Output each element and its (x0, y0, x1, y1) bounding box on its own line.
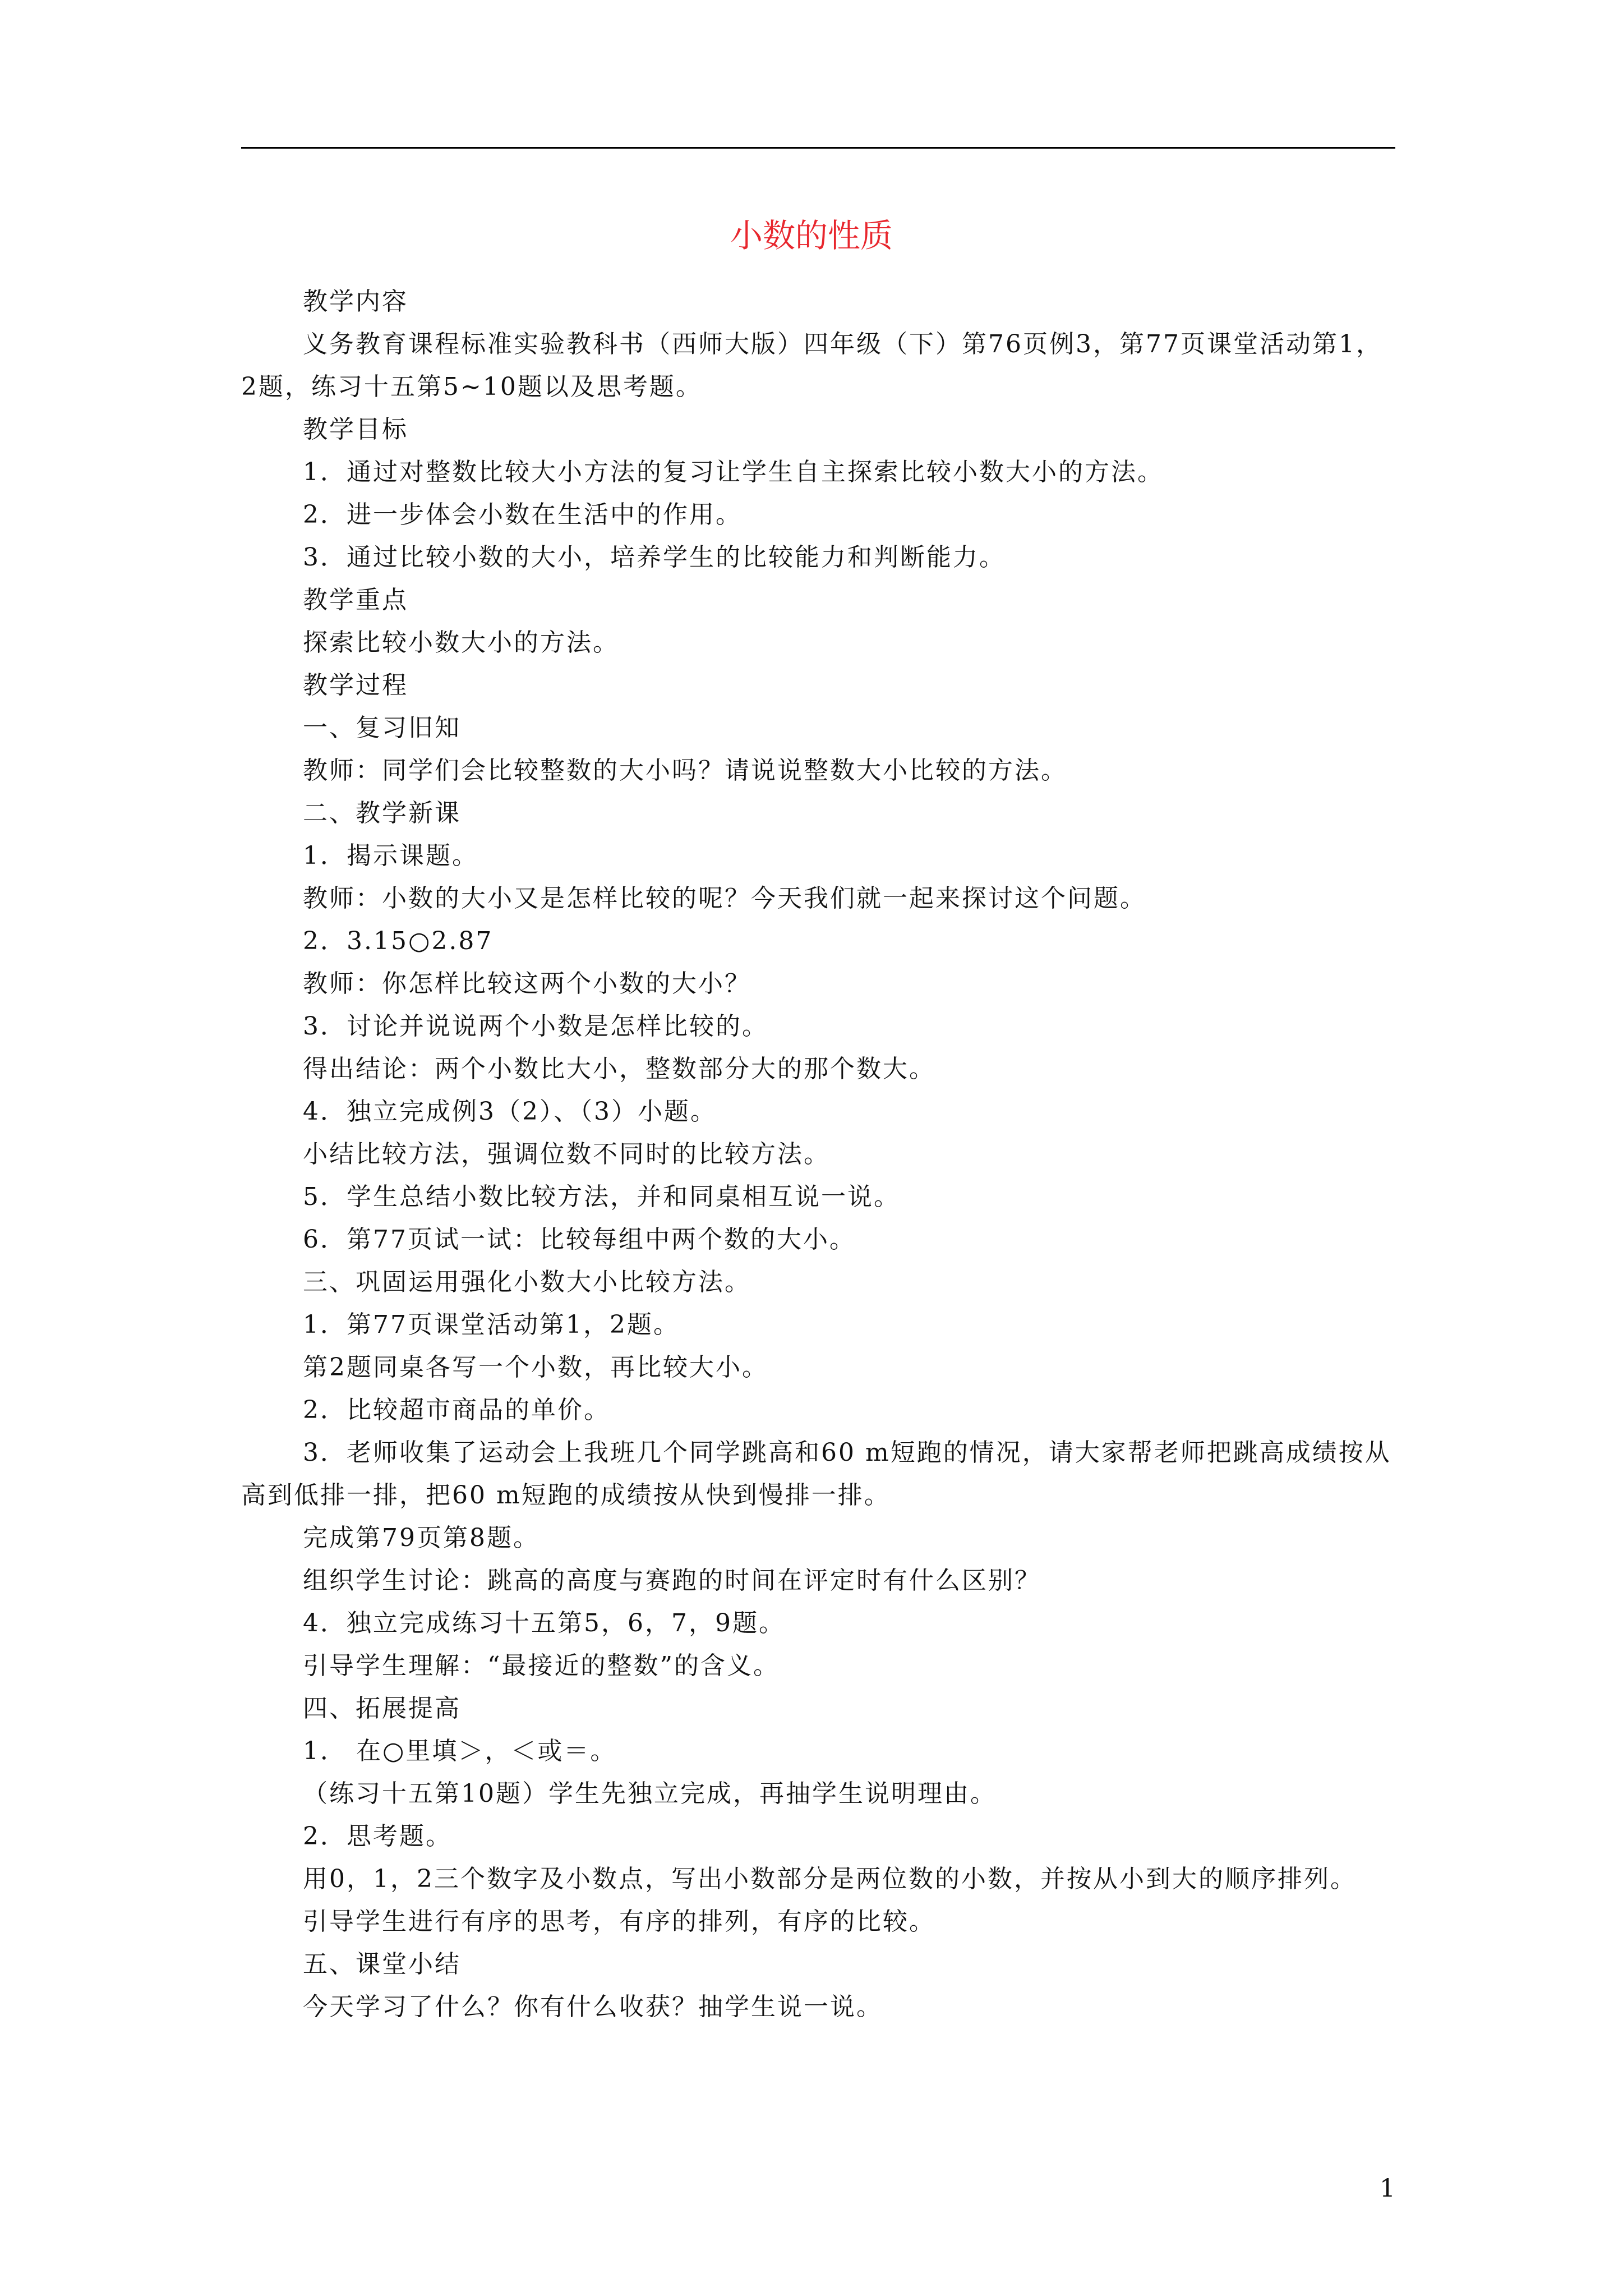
paragraph: 四、拓展提高 (303, 1694, 461, 1723)
page-title: 小数的性质 (730, 217, 893, 255)
paragraph: 五、课堂小结 (303, 1950, 461, 1978)
paragraph: 今天学习了什么？你有什么收获？抽学生说一说。 (303, 1993, 883, 2021)
paragraph: 完成第79页第8题。 (303, 1524, 540, 1552)
paragraph: 探索比较小数大小的方法。 (303, 628, 619, 657)
paragraph: 第2题同桌各写一个小数，再比较大小。 (303, 1353, 768, 1382)
paragraph: 得出结论：两个小数比大小，整数部分大的那个数大。 (303, 1055, 935, 1083)
paragraph: 教学内容 (303, 287, 408, 316)
paragraph: 教师：你怎样比较这两个小数的大小？ (303, 969, 751, 998)
paragraph: 3．老师收集了运动会上我班几个同学跳高和60 m短跑的情况，请大家帮老师把跳高成绩按从高到低排一排，把60 m短跑的成绩按从快到慢排一排。 (241, 1438, 1391, 1510)
paragraph: 1． 在○里填＞，＜或＝。 (303, 1737, 617, 1765)
paragraph: 三、巩固运用强化小数大小比较方法。 (303, 1268, 751, 1296)
paragraph: 小结比较方法，强调位数不同时的比较方法。 (303, 1140, 830, 1168)
paragraph: 教师：同学们会比较整数的大小吗？请说说整数大小比较的方法。 (303, 756, 1067, 785)
paragraph: 2．思考题。 (303, 1822, 452, 1851)
paragraph: 引导学生理解：“最接近的整数”的含义。 (303, 1651, 780, 1680)
paragraph: 教学过程 (303, 671, 408, 700)
paragraph: 2．3.15○2.87 (303, 927, 494, 955)
paragraph: 5．学生总结小数比较方法，并和同桌相互说一说。 (303, 1182, 900, 1211)
paragraph: 3．通过比较小数的大小，培养学生的比较能力和判断能力。 (303, 543, 1006, 572)
paragraph: 2．进一步体会小数在生活中的作用。 (303, 500, 742, 529)
paragraph: 4．独立完成练习十五第5，6，7，9题。 (303, 1609, 785, 1637)
paragraph: 义务教育课程标准实验教科书（西师大版）四年级（下）第76页例3，第77页课堂活动第1，2题，练习十五第5~10题以及思考题。 (241, 330, 1382, 401)
paragraph: 1．揭示课题。 (303, 841, 478, 870)
header-rule (241, 147, 1395, 149)
paragraph: 3．讨论并说说两个小数是怎样比较的。 (303, 1012, 768, 1041)
paragraph: （练习十五第10题）学生先独立完成，再抽学生说明理由。 (303, 1779, 997, 1808)
paragraph: 1．通过对整数比较大小方法的复习让学生自主探索比较小数大小的方法。 (303, 458, 1164, 486)
paragraph: 1．第77页课堂活动第1，2题。 (303, 1310, 680, 1339)
paragraph: 用0，1，2三个数字及小数点，写出小数部分是两位数的小数，并按从小到大的顺序排列。 (303, 1865, 1357, 1893)
document-body (241, 280, 1395, 2028)
paragraph: 教学重点 (303, 586, 408, 614)
paragraph: 2．比较超市商品的单价。 (303, 1396, 610, 1424)
paragraph: 教学目标 (303, 415, 408, 444)
paragraph: 组织学生讨论：跳高的高度与赛跑的时间在评定时有什么区别？ (303, 1566, 1041, 1595)
paragraph: 二、教学新课 (303, 799, 461, 827)
paragraph: 4．独立完成例3（2）、（3）小题。 (303, 1097, 717, 1126)
page-number: 1 (1380, 2174, 1395, 2203)
paragraph: 教师：小数的大小又是怎样比较的呢？今天我们就一起来探讨这个问题。 (303, 884, 1146, 913)
paragraph: 引导学生进行有序的思考，有序的排列，有序的比较。 (303, 1907, 935, 1936)
paragraph: 6．第77页试一试：比较每组中两个数的大小。 (303, 1225, 856, 1254)
paragraph: 一、复习旧知 (303, 714, 461, 742)
